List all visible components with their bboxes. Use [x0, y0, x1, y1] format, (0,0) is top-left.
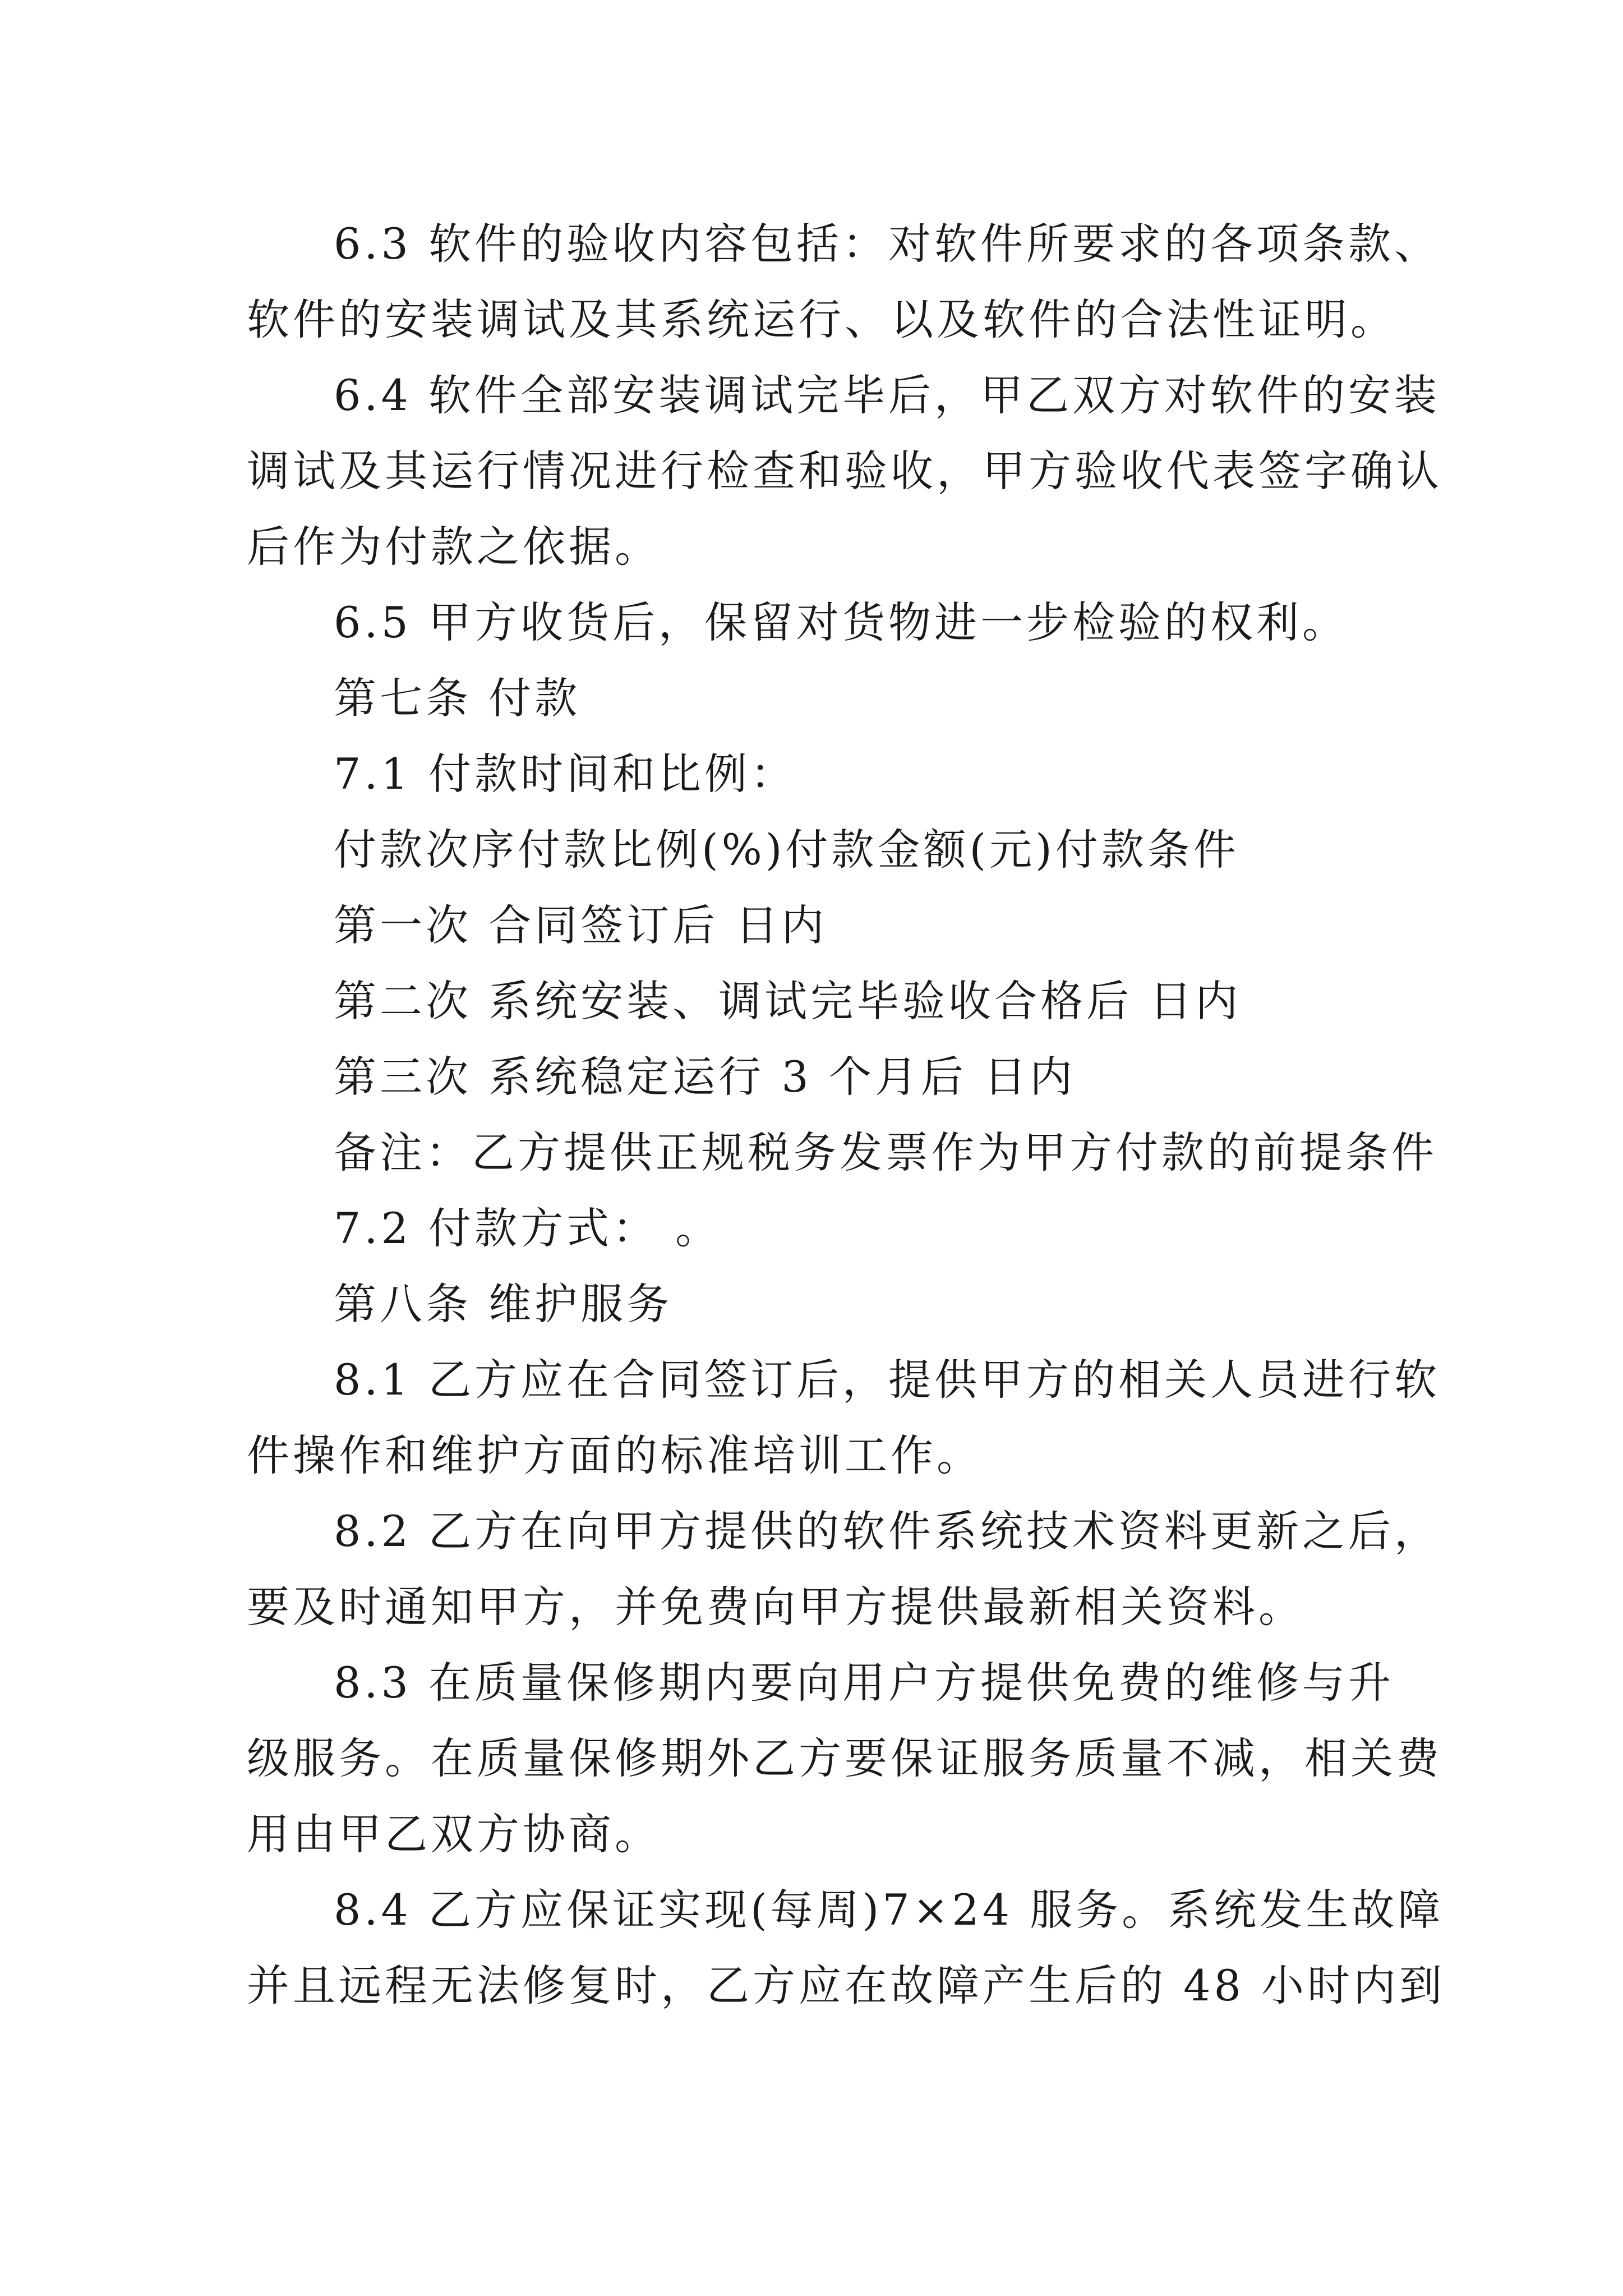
payment-row-2: 第二次 系统安装、调试完毕验收合格后 日内: [334, 976, 1242, 1026]
clause-8-3-line-1: 8.3 在质量保修期内要向用户方提供免费的维修与升: [334, 1658, 1395, 1708]
clause-8-2-line-2: 要及时通知甲方，并免费向甲方提供最新相关资料。: [247, 1582, 1304, 1632]
payment-table-header: 付款次序付款比例(%)付款金额(元)付款条件: [334, 825, 1239, 875]
clause-8-4-line-1: 8.4 乙方应保证实现(每周)7×24 服务。系统发生故障: [334, 1885, 1444, 1935]
clause-8-2-line-1: 8.2 乙方在向甲方提供的软件系统技术资料更新之后，: [334, 1506, 1441, 1556]
clause-6-4-line-1: 6.4 软件全部安装调试完毕后，甲乙双方对软件的安装: [334, 370, 1441, 420]
clause-6-3-line-2: 软件的安装调试及其系统运行、以及软件的合法性证明。: [247, 295, 1396, 344]
clause-8-1-line-2: 件操作和维护方面的标准培训工作。: [247, 1430, 983, 1480]
clause-8-4-line-2: 并且远程无法修复时，乙方应在故障产生后的 48 小时内到: [247, 1961, 1446, 2010]
payment-note: 备注：乙方提供正规税务发票作为甲方付款的前提条件: [334, 1128, 1437, 1177]
clause-6-4-line-3: 后作为付款之依据。: [247, 522, 661, 572]
payment-row-3: 第三次 系统稳定运行 3 个月后 日内: [334, 1052, 1076, 1102]
article-7-heading: 第七条 付款: [334, 673, 581, 723]
clause-7-2: 7.2 付款方式： 。: [334, 1203, 722, 1253]
clause-8-3-line-2: 级服务。在质量保修期外乙方要保证服务质量不减，相关费: [247, 1733, 1442, 1783]
clause-6-4-line-2: 调试及其运行情况进行检查和验收，甲方验收代表签字确认: [247, 446, 1442, 496]
clause-8-3-line-3: 用由甲乙双方协商。: [247, 1809, 661, 1859]
clause-6-3-line-1: 6.3 软件的验收内容包括：对软件所要求的各项条款、: [334, 219, 1441, 269]
article-8-heading: 第八条 维护服务: [334, 1279, 673, 1329]
payment-row-1: 第一次 合同签订后 日内: [334, 900, 828, 950]
clause-6-5: 6.5 甲方收货后，保留对货物进一步检验的权利。: [334, 597, 1349, 647]
clause-8-1-line-1: 8.1 乙方应在合同签订后，提供甲方的相关人员进行软: [334, 1355, 1441, 1405]
clause-7-1: 7.1 付款时间和比例：: [334, 749, 797, 799]
